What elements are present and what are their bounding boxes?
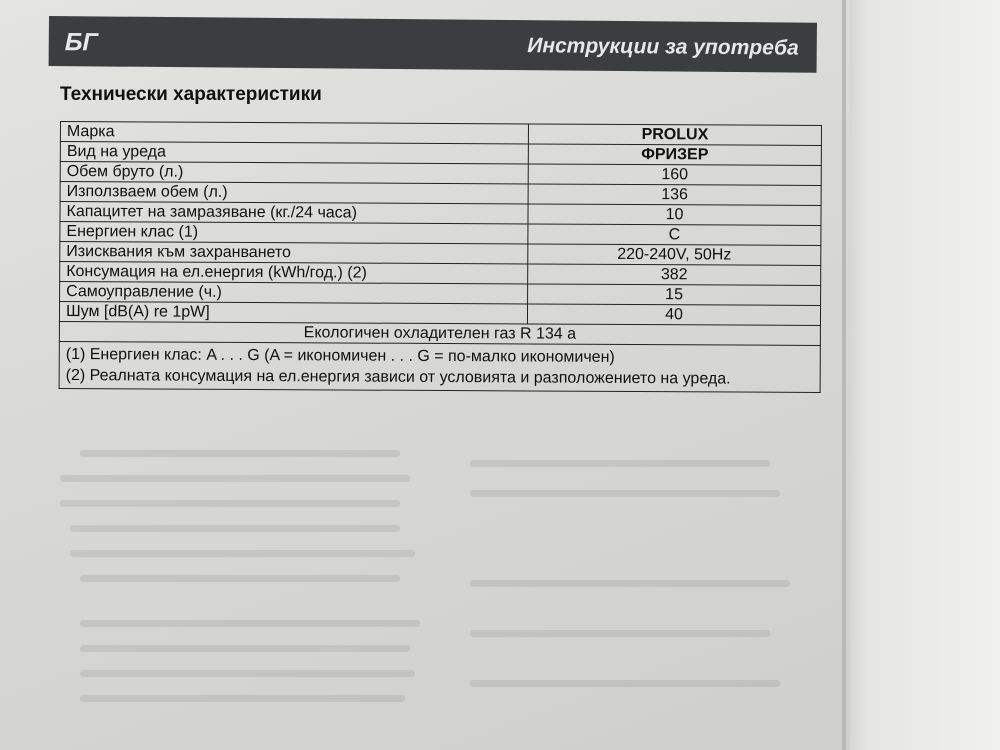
faded-line (60, 500, 400, 507)
spec-value: PROLUX (528, 124, 821, 146)
spec-label: Енергиен клас (1) (60, 222, 528, 244)
spec-value: 10 (528, 204, 821, 226)
spec-row-notes (59, 341, 820, 392)
section-title: Технически характеристики (60, 84, 322, 105)
page-header (49, 16, 817, 73)
spec-value: 15 (528, 284, 821, 306)
faded-line (80, 575, 400, 582)
faded-line (470, 460, 770, 467)
footnotes (59, 341, 820, 392)
spec-label: Консумация на ел.енергия (kWh/год.) (2) (60, 262, 528, 284)
spec-value: ФРИЗЕР (528, 144, 821, 166)
faded-line (470, 580, 790, 587)
bleed-through-text (50, 430, 820, 740)
spec-label: Шум [dB(A) re 1pW] (59, 302, 527, 324)
spec-table (59, 121, 822, 393)
spec-value: C (528, 224, 821, 246)
refrigerant-info: Екологичен охладителен газ R 134 a (59, 321, 820, 345)
faded-line (470, 490, 780, 497)
spec-label: Изисквания към захранването (60, 242, 528, 264)
language-code: БГ (64, 28, 98, 57)
spec-value: 382 (528, 264, 821, 286)
faded-line (80, 695, 405, 702)
faded-line (60, 475, 410, 482)
spec-value: 160 (528, 164, 821, 186)
spec-label: Марка (60, 122, 528, 144)
spec-label: Самоуправление (ч.) (60, 282, 528, 304)
faded-line (80, 670, 415, 677)
header-title: Инструкции за употреба (527, 34, 799, 60)
page-edge (842, 0, 846, 750)
faded-line (70, 525, 400, 532)
faded-line (470, 630, 770, 637)
faded-line (80, 450, 400, 457)
spec-value: 40 (527, 304, 820, 326)
faded-line (470, 680, 780, 687)
spec-label: Вид на уреда (60, 142, 528, 164)
spec-label: Обем бруто (л.) (60, 162, 528, 184)
faded-line (80, 645, 410, 652)
background-surface (835, 0, 1000, 750)
footnote-energy-class: (1) Енергиен клас: A . . . G (A = икономичен . . . G = по-малко икономичен) (65, 346, 615, 366)
spec-label: Капацитет на замразяване (кг./24 часа) (60, 202, 528, 224)
spec-label: Използваем обем (л.) (60, 182, 528, 204)
footnote-consumption: (2) Реалната консумация на ел.енергия зависи от условията и разположението на уреда. (65, 367, 731, 388)
faded-line (80, 620, 420, 627)
faded-line (70, 550, 415, 557)
spec-value: 220-240V, 50Hz (528, 244, 821, 266)
spec-value: 136 (528, 184, 821, 206)
